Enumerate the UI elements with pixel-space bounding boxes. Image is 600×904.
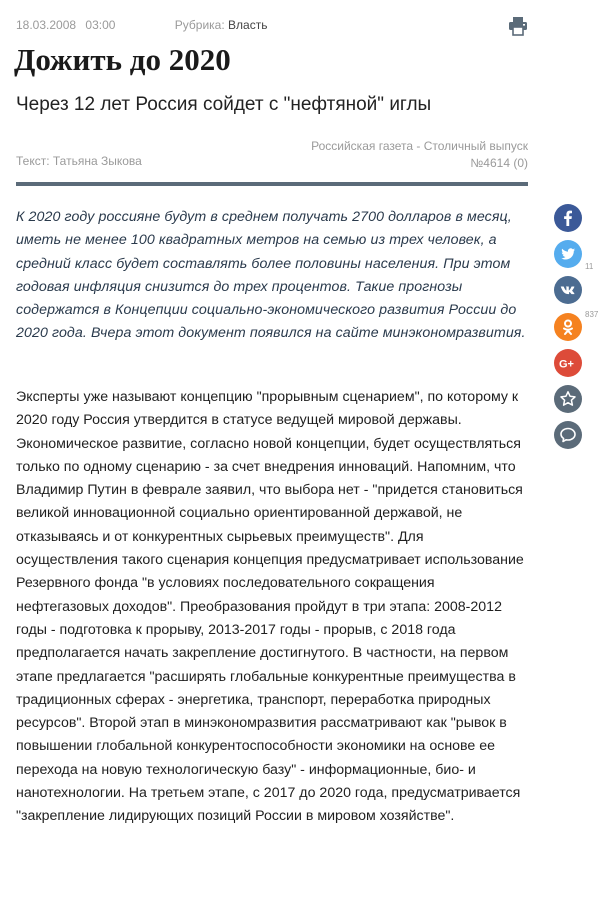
article-lead: К 2020 году россияне будут в среднем получать 2700 долларов в месяц, иметь не менее 100 квадратных метров на семью из трех человек, а средний класс будет составлять более половины населения. При этом годовая инфляция снизится до трех процентов. Такие прогнозы содержатся в Концепции социально-экономического развития России до 2020 года. Вчера этот документ появился на сайте минэкономразвития. xyxy=(16,209,526,342)
comments-button[interactable] xyxy=(554,421,582,449)
twitter-icon xyxy=(554,240,582,268)
twitter-share-button[interactable] xyxy=(554,240,582,268)
page-subtitle: Через 12 лет Россия сойдет с "нефтяной" иглы xyxy=(16,94,432,115)
rubric-label: Рубрика: xyxy=(174,18,225,32)
odnoklassniki-share-button[interactable] xyxy=(554,313,582,341)
odnoklassniki-share-count: 837 xyxy=(585,310,599,319)
publish-time: 03:00 xyxy=(85,18,116,32)
svg-text:G+: G+ xyxy=(559,358,574,371)
twitter-share-count: 11 xyxy=(585,262,594,271)
googleplus-share-button[interactable] xyxy=(554,349,582,377)
bookmark-button[interactable] xyxy=(554,385,582,413)
article-body: Эксперты уже называют концепцию "прорывным сценарием", по которому к 2020 году Россия утвердится в статусе ведущей мировой державы. Экономическое развитие, согласно новой концепции, будет осуществляться только по одному сценарию - за счет внедрения инноваций. Напомним, что Владимир Путин в феврале заявил, что выбора нет - "придется становиться великой инновационной социально ориентированной державой, не отказываясь и от конкурентных сырьевых преимуществ". Для осуществления такого сценария концепция предусматривает использование Резервного фонда "в условиях последовательного сокращения нефтегазовых доходов". Преобразования пройдут в три этапа: 2008-2012 годы - подготовка к прорыву, 2013-2017 годы - прорыв, с 2018 года предполагается начать закрепление достигнутого. В частности, на первом этапе предлагается "расширять глобальные конкурентные преимущества в традиционных сферах - энергетика, транспорт, переработка природных ресурсов". Второй этап в минэкономразвития рассматривают как "рывок в повышении глобальной конкурентоспособности экономики на основе ее перехода на новую технологическую базу" - информационные, био- и нанотехнологии. На третьем этапе, с 2017 до 2020 года, предусматривается "закрепление лидирующих позиций России в мировом хозяйстве". xyxy=(16,389,524,825)
source-issue: №4614 (0) xyxy=(470,156,528,170)
source-publication[interactable]: Российская газета - Столичный выпуск xyxy=(311,139,528,153)
source-info xyxy=(311,138,528,172)
facebook-share-button[interactable] xyxy=(554,204,582,232)
googleplus-icon xyxy=(554,349,582,377)
print-icon[interactable] xyxy=(508,16,528,36)
vk-share-button[interactable] xyxy=(554,276,582,304)
rubric-link[interactable]: Власть xyxy=(228,18,268,32)
publish-date: 18.03.2008 xyxy=(16,18,77,32)
article-meta xyxy=(16,18,267,32)
header-divider xyxy=(16,182,528,186)
star-icon xyxy=(554,385,582,413)
comment-icon xyxy=(554,421,582,449)
author: Текст: Татьяна Зыкова xyxy=(16,154,142,168)
vk-icon xyxy=(554,276,582,304)
facebook-icon xyxy=(554,204,582,232)
odnoklassniki-icon xyxy=(554,313,582,341)
page-title: Дожить до 2020 xyxy=(14,42,231,77)
